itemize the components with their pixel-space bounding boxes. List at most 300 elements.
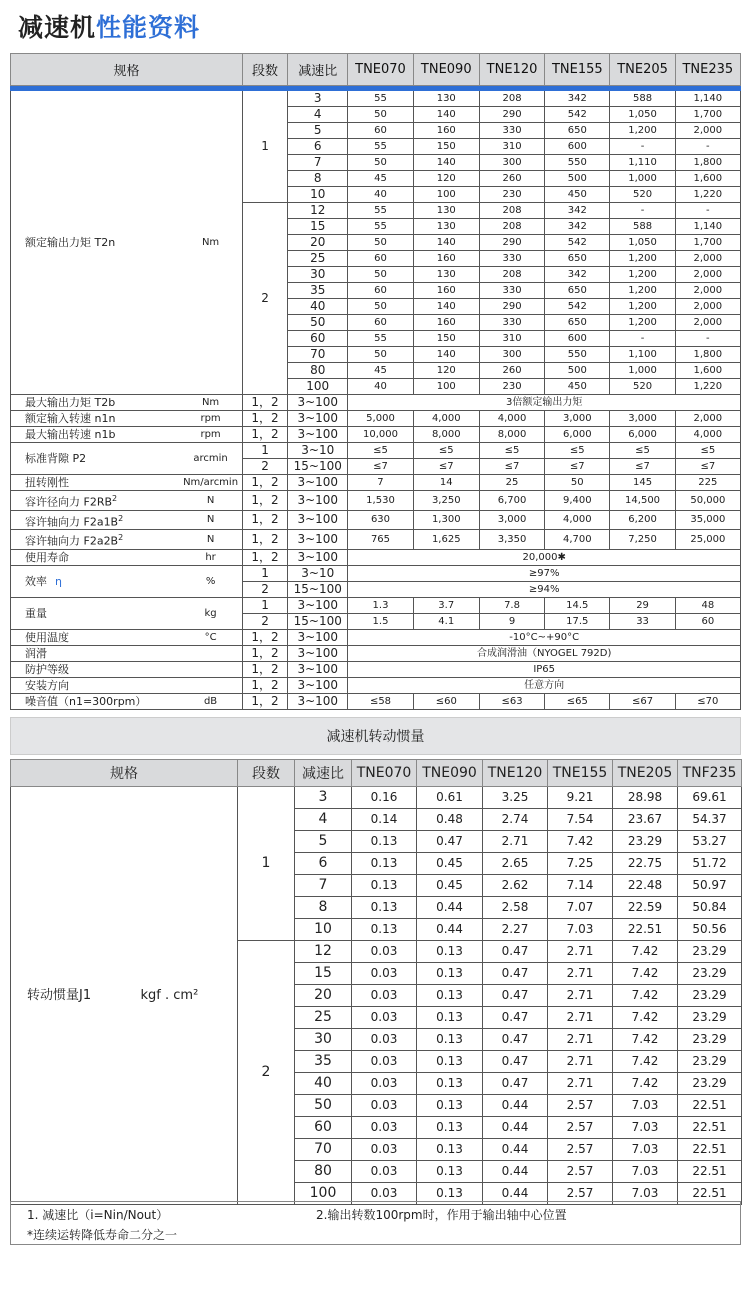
spec-label	[11, 510, 180, 530]
ratio-cell: 70	[288, 347, 348, 363]
ratio-cell: 15~100	[288, 613, 348, 629]
value-cell: 7.54	[548, 809, 613, 831]
value-cell: 0.13	[352, 875, 417, 897]
value-cell: 2.74	[483, 809, 548, 831]
value-cell: 0.13	[417, 985, 483, 1007]
value-cell: 0.44	[483, 1161, 548, 1183]
value-cell: 3倍额定输出力矩	[348, 395, 741, 411]
value-cell: 50	[348, 299, 413, 315]
value-cell: 7.03	[613, 1183, 678, 1205]
header-cell: TNE205	[610, 54, 675, 86]
value-cell: 2,000	[675, 123, 740, 139]
value-cell: ≤7	[413, 459, 479, 475]
ratio-cell: 5	[295, 831, 352, 853]
value-cell: 208	[479, 219, 544, 235]
value-cell: 230	[479, 379, 544, 395]
table-row	[11, 597, 741, 613]
value-cell: 0.03	[352, 1073, 417, 1095]
value-cell: 330	[479, 315, 544, 331]
value-cell: 9,400	[545, 491, 610, 511]
ratio-cell: 3	[295, 787, 352, 809]
value-cell: 0.47	[483, 963, 548, 985]
stage-cell: 1，2	[242, 645, 287, 661]
spec-label-text: 最大输出转速 n1b	[25, 428, 116, 441]
table-row	[11, 661, 741, 677]
ratio-cell: 30	[288, 267, 348, 283]
value-cell: 2.65	[483, 853, 548, 875]
value-cell: 2.57	[548, 1117, 613, 1139]
spec-label-text: 防护等级	[25, 662, 69, 676]
spec-label	[11, 395, 180, 411]
value-cell: 1,220	[675, 379, 740, 395]
stage-cell: 2	[242, 203, 287, 395]
value-cell: 2,000	[675, 411, 740, 427]
value-cell: 650	[545, 123, 610, 139]
value-cell: ≤67	[610, 693, 675, 709]
spec-label-text: 安装方向	[25, 678, 69, 692]
value-cell: 60	[348, 123, 413, 139]
spec-unit: Nm	[179, 395, 242, 411]
value-cell: 22.51	[678, 1161, 742, 1183]
value-cell: 54.37	[678, 809, 742, 831]
value-cell: 50	[348, 347, 413, 363]
table-row	[11, 677, 741, 693]
value-cell: 14	[413, 475, 479, 491]
value-cell: ≤5	[545, 443, 610, 459]
value-cell: 50	[348, 267, 413, 283]
value-cell: 1,600	[675, 171, 740, 187]
value-cell: 23.67	[613, 809, 678, 831]
spec-label-text: 扭转刚性	[25, 476, 69, 489]
value-cell: ≤7	[545, 459, 610, 475]
footnote-mark: 2	[118, 533, 124, 543]
value-cell: 6,200	[610, 510, 675, 530]
spec-unit: kgf . cm²	[141, 787, 238, 1205]
value-cell: 7.42	[613, 1051, 678, 1073]
value-cell: 7	[348, 475, 413, 491]
header-cell: 段数	[238, 760, 295, 787]
value-cell: 7.03	[613, 1095, 678, 1117]
stage-cell: 1，2	[242, 475, 287, 491]
value-cell: 23.29	[678, 941, 742, 963]
value-cell: 7.42	[613, 963, 678, 985]
spec-unit	[179, 645, 242, 661]
value-cell: 9.21	[548, 787, 613, 809]
ratio-cell: 10	[295, 919, 352, 941]
value-cell: 100	[413, 379, 479, 395]
value-cell: 450	[545, 187, 610, 203]
value-cell: 160	[413, 123, 479, 139]
value-cell: 0.03	[352, 1095, 417, 1117]
value-cell: 140	[413, 299, 479, 315]
header-cell: TNE070	[352, 760, 417, 787]
value-cell: 0.13	[417, 1051, 483, 1073]
value-cell: 2,000	[675, 267, 740, 283]
value-cell: 3,000	[545, 411, 610, 427]
header-cell: TNE120	[483, 760, 548, 787]
note-ratio: 1. 减速比（i=Nin/Nout）	[27, 1208, 169, 1222]
value-cell: 145	[610, 475, 675, 491]
spec-unit: N	[179, 530, 242, 550]
stage-cell: 1，2	[242, 395, 287, 411]
stage-cell: 1，2	[242, 530, 287, 550]
value-cell: 0.03	[352, 1139, 417, 1161]
ratio-cell: 15~100	[288, 459, 348, 475]
ratio-cell: 80	[288, 363, 348, 379]
value-cell: ≤65	[545, 693, 610, 709]
value-cell: 1,110	[610, 155, 675, 171]
value-cell: 3,000	[610, 411, 675, 427]
ratio-cell: 3~100	[288, 549, 348, 565]
value-cell: 0.47	[483, 985, 548, 1007]
spec-label	[11, 549, 180, 565]
value-cell: 130	[413, 91, 479, 107]
value-cell: ≤7	[675, 459, 740, 475]
ratio-cell: 3~100	[288, 661, 348, 677]
title-black: 减速机	[18, 13, 97, 42]
ratio-cell: 20	[288, 235, 348, 251]
value-cell: 60	[675, 613, 740, 629]
value-cell: 50.84	[678, 897, 742, 919]
value-cell: ≤5	[610, 443, 675, 459]
ratio-cell: 4	[288, 107, 348, 123]
value-cell: 7.03	[613, 1139, 678, 1161]
header-cell: 规格	[11, 760, 238, 787]
value-cell: 0.13	[352, 853, 417, 875]
spec-unit: rpm	[179, 427, 242, 443]
spec-unit: N	[179, 491, 242, 511]
header-cell: TNE235	[675, 54, 740, 86]
spec-label-text: 容许轴向力 F2a2B	[25, 534, 119, 548]
eta-symbol: η	[55, 574, 62, 588]
value-cell: 588	[610, 219, 675, 235]
header-cell: 段数	[242, 54, 287, 86]
value-cell: 140	[413, 155, 479, 171]
ratio-cell: 100	[295, 1183, 352, 1205]
value-cell: 330	[479, 283, 544, 299]
footnote-mark: 2	[112, 494, 118, 503]
value-cell: 0.03	[352, 1007, 417, 1029]
value-cell: 300	[479, 155, 544, 171]
ratio-cell: 3~100	[288, 597, 348, 613]
stage-cell: 2	[242, 459, 287, 475]
value-cell: 140	[413, 235, 479, 251]
value-cell: 0.03	[352, 985, 417, 1007]
value-cell: 1,200	[610, 267, 675, 283]
value-cell: 0.13	[417, 963, 483, 985]
value-cell: 0.44	[417, 919, 483, 941]
value-cell: 120	[413, 363, 479, 379]
value-cell: 2.57	[548, 1183, 613, 1205]
value-cell: 2.71	[548, 1051, 613, 1073]
value-cell: 7.14	[548, 875, 613, 897]
stage-cell: 1	[242, 443, 287, 459]
value-cell: 5,000	[348, 411, 413, 427]
value-cell: 7.8	[479, 597, 544, 613]
ratio-cell: 6	[295, 853, 352, 875]
ratio-cell: 80	[295, 1161, 352, 1183]
stage-cell: 1，2	[242, 427, 287, 443]
ratio-cell: 40	[288, 299, 348, 315]
value-cell: 208	[479, 203, 544, 219]
value-cell: 2.57	[548, 1161, 613, 1183]
spec-unit: Nm/arcmin	[179, 475, 242, 491]
value-cell: -	[675, 331, 740, 347]
value-cell: 160	[413, 251, 479, 267]
value-cell: 69.61	[678, 787, 742, 809]
value-cell: 50	[348, 107, 413, 123]
header-cell: TNE155	[545, 54, 610, 86]
value-cell: 1,050	[610, 107, 675, 123]
value-cell: 0.44	[483, 1139, 548, 1161]
header-cell: TNE090	[413, 54, 479, 86]
table-row	[11, 693, 741, 709]
note-output: 2.输出转数100rpm时，作用于输出轴中心位置	[316, 1208, 567, 1222]
value-cell: 55	[348, 203, 413, 219]
value-cell: 150	[413, 331, 479, 347]
header-cell: 规格	[11, 54, 243, 86]
stage-cell: 2	[242, 613, 287, 629]
value-cell: 48	[675, 597, 740, 613]
value-cell: 2.71	[548, 1029, 613, 1051]
value-cell: 33	[610, 613, 675, 629]
header-cell: TNE155	[548, 760, 613, 787]
value-cell: 0.13	[352, 919, 417, 941]
value-cell: -	[610, 331, 675, 347]
value-cell: 130	[413, 267, 479, 283]
value-cell: ≤5	[675, 443, 740, 459]
value-cell: 130	[413, 203, 479, 219]
value-cell: 0.03	[352, 1183, 417, 1205]
value-cell: 1,100	[610, 347, 675, 363]
value-cell: 290	[479, 299, 544, 315]
value-cell: 160	[413, 283, 479, 299]
value-cell: 1.5	[348, 613, 413, 629]
value-cell: 7.42	[613, 1029, 678, 1051]
value-cell: 0.44	[483, 1095, 548, 1117]
value-cell: 60	[348, 283, 413, 299]
value-cell: 0.03	[352, 941, 417, 963]
stage-cell: 1，2	[242, 491, 287, 511]
ratio-cell: 20	[295, 985, 352, 1007]
ratio-cell: 6	[288, 139, 348, 155]
value-cell: 0.13	[417, 1029, 483, 1051]
value-cell: 290	[479, 235, 544, 251]
ratio-cell: 35	[295, 1051, 352, 1073]
value-cell: 4,000	[479, 411, 544, 427]
value-cell: 23.29	[678, 1007, 742, 1029]
stage-cell: 2	[242, 581, 287, 597]
value-cell: 1,800	[675, 155, 740, 171]
value-cell: 0.61	[417, 787, 483, 809]
value-cell: 17.5	[545, 613, 610, 629]
footnote-mark: 2	[118, 513, 124, 523]
value-cell: 14,500	[610, 491, 675, 511]
value-cell: 14.5	[545, 597, 610, 613]
value-cell: -10°C~+90°C	[348, 629, 741, 645]
value-cell: 7.03	[548, 919, 613, 941]
value-cell: 0.13	[417, 941, 483, 963]
value-cell: 4.1	[413, 613, 479, 629]
value-cell: 3,250	[413, 491, 479, 511]
ratio-cell: 60	[295, 1117, 352, 1139]
value-cell: 23.29	[678, 1051, 742, 1073]
value-cell: 28.98	[613, 787, 678, 809]
table-row	[11, 510, 741, 530]
value-cell: 2.62	[483, 875, 548, 897]
header-cell: TNF235	[678, 760, 742, 787]
value-cell: 342	[545, 91, 610, 107]
ratio-cell: 15	[295, 963, 352, 985]
spec-unit: Nm	[179, 91, 242, 395]
value-cell: 208	[479, 91, 544, 107]
value-cell: ≤5	[348, 443, 413, 459]
value-cell: 0.13	[417, 1139, 483, 1161]
value-cell: 7.42	[548, 831, 613, 853]
value-cell: 1,200	[610, 123, 675, 139]
ratio-cell: 4	[295, 809, 352, 831]
table1-header	[11, 54, 741, 86]
value-cell: 1,700	[675, 107, 740, 123]
spec-label-text: 使用寿命	[25, 550, 69, 564]
table-row	[11, 491, 741, 511]
header-cell: 减速比	[288, 54, 348, 86]
stage-cell: 1	[242, 597, 287, 613]
value-cell: 2.71	[548, 941, 613, 963]
value-cell: 任意方向	[348, 677, 741, 693]
value-cell: 22.51	[678, 1095, 742, 1117]
value-cell: 120	[413, 171, 479, 187]
value-cell: 0.47	[483, 1051, 548, 1073]
value-cell: 1,300	[413, 510, 479, 530]
value-cell: 22.51	[678, 1183, 742, 1205]
ratio-cell: 70	[295, 1139, 352, 1161]
header-cell: TNE205	[613, 760, 678, 787]
value-cell: 6,700	[479, 491, 544, 511]
value-cell: 140	[413, 347, 479, 363]
spec-label	[11, 597, 180, 629]
value-cell: 29	[610, 597, 675, 613]
stage-cell: 1	[238, 787, 295, 941]
value-cell: 2.71	[548, 963, 613, 985]
table-row	[11, 645, 741, 661]
value-cell: 290	[479, 107, 544, 123]
value-cell: 0.48	[417, 809, 483, 831]
value-cell: 310	[479, 139, 544, 155]
value-cell: 2,000	[675, 283, 740, 299]
value-cell: 130	[413, 219, 479, 235]
value-cell: 23.29	[678, 1029, 742, 1051]
value-cell: 1,140	[675, 91, 740, 107]
value-cell: 2.57	[548, 1095, 613, 1117]
value-cell: 2.58	[483, 897, 548, 919]
value-cell: 55	[348, 219, 413, 235]
ratio-cell: 3~100	[288, 629, 348, 645]
value-cell: 4,000	[675, 427, 740, 443]
table-row	[11, 427, 741, 443]
value-cell: 1.3	[348, 597, 413, 613]
value-cell: 1,530	[348, 491, 413, 511]
value-cell: 550	[545, 155, 610, 171]
ratio-cell: 100	[288, 379, 348, 395]
ratio-cell: 3~100	[288, 411, 348, 427]
value-cell: 150	[413, 139, 479, 155]
value-cell: 2.57	[548, 1139, 613, 1161]
ratio-cell: 8	[295, 897, 352, 919]
value-cell: 542	[545, 107, 610, 123]
ratio-cell: 50	[295, 1095, 352, 1117]
spec-label-text: 额定输入转速 n1n	[25, 412, 116, 425]
stage-cell: 1，2	[242, 629, 287, 645]
ratio-cell: 7	[288, 155, 348, 171]
value-cell: 7.03	[613, 1117, 678, 1139]
value-cell: 0.47	[483, 941, 548, 963]
value-cell: 8,000	[413, 427, 479, 443]
value-cell: 合成润滑油（NYOGEL 792D)	[348, 645, 741, 661]
value-cell: 0.45	[417, 853, 483, 875]
spec-label	[11, 491, 180, 511]
value-cell: 100	[413, 187, 479, 203]
stage-cell: 1，2	[242, 549, 287, 565]
title-blue: 性能资料	[96, 13, 201, 42]
value-cell: 0.47	[483, 1073, 548, 1095]
value-cell: 0.13	[417, 1007, 483, 1029]
value-cell: 3,350	[479, 530, 544, 550]
value-cell: 53.27	[678, 831, 742, 853]
value-cell: 1,700	[675, 235, 740, 251]
value-cell: 1,050	[610, 235, 675, 251]
value-cell: 2,000	[675, 315, 740, 331]
value-cell: 2.27	[483, 919, 548, 941]
value-cell: 230	[479, 187, 544, 203]
value-cell: 0.45	[417, 875, 483, 897]
spec-label-text: 润滑	[25, 646, 47, 660]
value-cell: 55	[348, 139, 413, 155]
value-cell: ≤5	[413, 443, 479, 459]
value-cell: 22.51	[678, 1139, 742, 1161]
ratio-cell: 12	[288, 203, 348, 219]
value-cell: ≤7	[348, 459, 413, 475]
value-cell: 765	[348, 530, 413, 550]
spec-label-text: 效率	[25, 574, 47, 588]
value-cell: ≤60	[413, 693, 479, 709]
value-cell: ≤7	[610, 459, 675, 475]
value-cell: ≤58	[348, 693, 413, 709]
spec-label	[11, 629, 180, 645]
value-cell: 0.47	[483, 1029, 548, 1051]
table2-header	[11, 760, 742, 787]
value-cell: 2.71	[548, 985, 613, 1007]
value-cell: 2,000	[675, 251, 740, 267]
table-row	[11, 475, 741, 491]
value-cell: 2.71	[548, 1007, 613, 1029]
spec-label	[11, 677, 180, 693]
value-cell: 3.25	[483, 787, 548, 809]
spec-label: 额定输出力矩 T2n	[11, 91, 180, 395]
spec-unit: N	[179, 510, 242, 530]
value-cell: 22.48	[613, 875, 678, 897]
inertia-table	[10, 759, 742, 1205]
value-cell: 1,200	[610, 251, 675, 267]
value-cell: 0.44	[483, 1183, 548, 1205]
value-cell: 1,000	[610, 171, 675, 187]
value-cell: ≥97%	[348, 565, 741, 581]
value-cell: 22.59	[613, 897, 678, 919]
stage-cell: 1	[242, 565, 287, 581]
value-cell: 7.03	[613, 1161, 678, 1183]
value-cell: 0.13	[417, 1095, 483, 1117]
value-cell: 1,140	[675, 219, 740, 235]
